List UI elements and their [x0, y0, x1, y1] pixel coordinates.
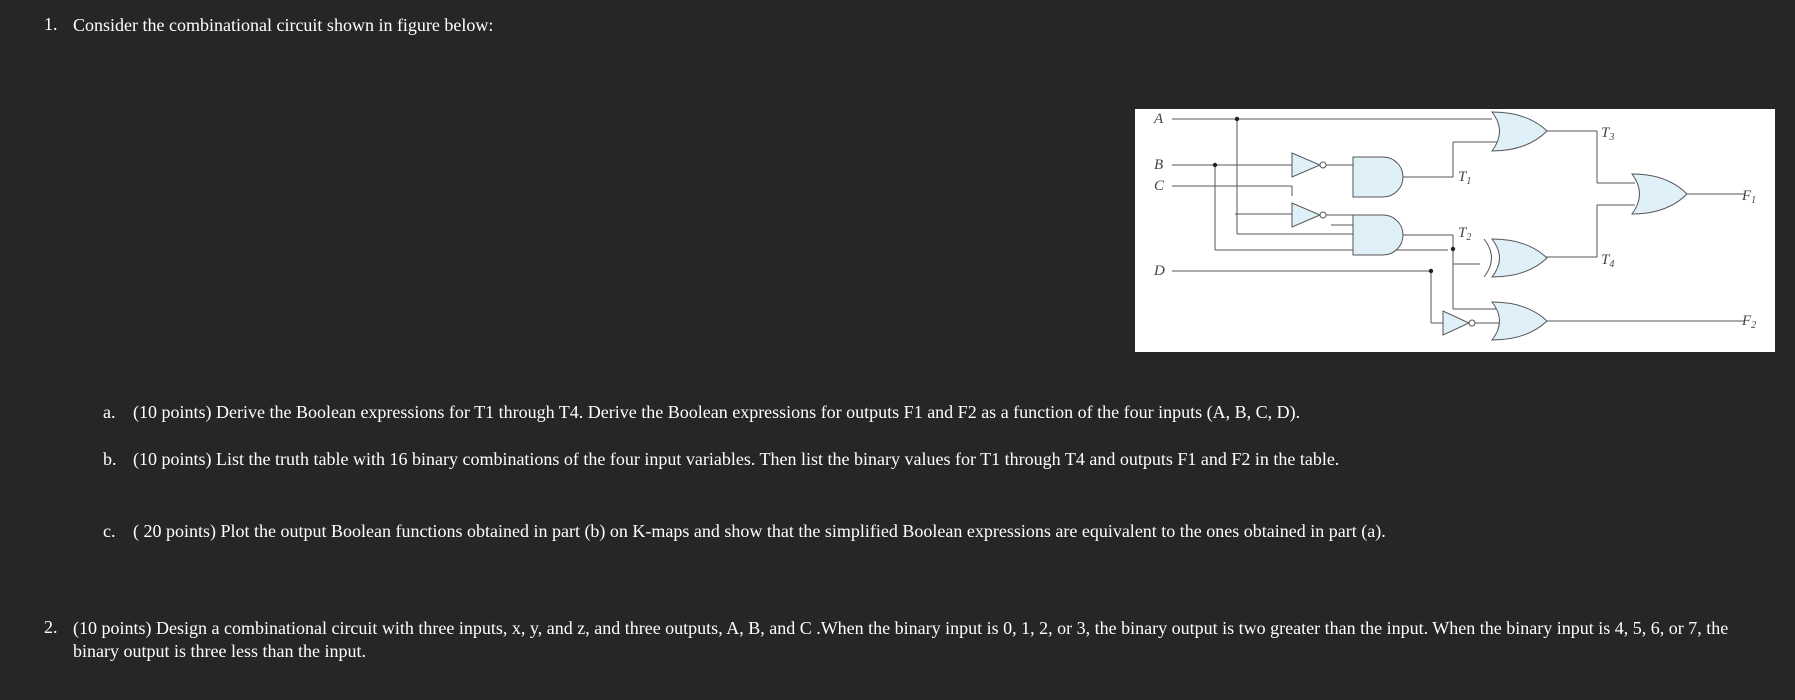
label-t4: $T_4$ [1601, 252, 1615, 270]
input-label-b: B [1154, 157, 1164, 173]
part-b-letter: b. [103, 449, 117, 469]
question-1-text: Consider the combinational circuit shown in figure below: [73, 15, 494, 35]
label-t1: $T_1$ [1458, 169, 1472, 187]
input-label-a: A [1154, 111, 1164, 127]
label-t3: $T_3$ [1601, 125, 1615, 143]
inverter-wires [1326, 165, 1500, 323]
xor-gate [1484, 239, 1547, 277]
and-gates [1353, 157, 1403, 255]
or-gates [1492, 112, 1687, 340]
part-c-letter: c. [103, 521, 116, 541]
question-1-number: 1. [44, 14, 58, 34]
part-b-text: (10 points) List the truth table with 16 binary combinations of the four input variables. Then list the binary values for T1 through T4 and outputs F1 and F2 in the table. [133, 449, 1340, 469]
wires [1172, 119, 1745, 323]
output-label-f1: $F_1$ [1742, 188, 1757, 206]
question-2-number: 2. [44, 617, 58, 637]
circuit-svg [1135, 109, 1775, 352]
question-2-text: (10 points) Design a combinational circuit with three inputs, x, y, and z, and three outputs, A, B, and C .When the binary input is 0, 1, 2, or 3, the binary output is two greater than the input. When the binary input is 4, 5, 6, or 7, the binary output is three less than the input. [73, 618, 1729, 661]
input-label-d: D [1154, 263, 1165, 279]
input-label-c: C [1154, 178, 1165, 194]
output-label-f2: $F_2$ [1742, 313, 1757, 331]
part-a-letter: a. [103, 402, 116, 422]
part-a-text: (10 points) Derive the Boolean expressions for T1 through T4. Derive the Boolean expressions for outputs F1 and F2 as a function of the four inputs (A, B, C, D). [133, 402, 1301, 422]
circuit-diagram [1135, 109, 1775, 352]
label-t2: $T_2$ [1458, 225, 1472, 243]
part-c-text: ( 20 points) Plot the output Boolean functions obtained in part (b) on K-maps and show that the simplified Boolean expressions are equivalent to the ones obtained in part (a). [133, 521, 1386, 541]
